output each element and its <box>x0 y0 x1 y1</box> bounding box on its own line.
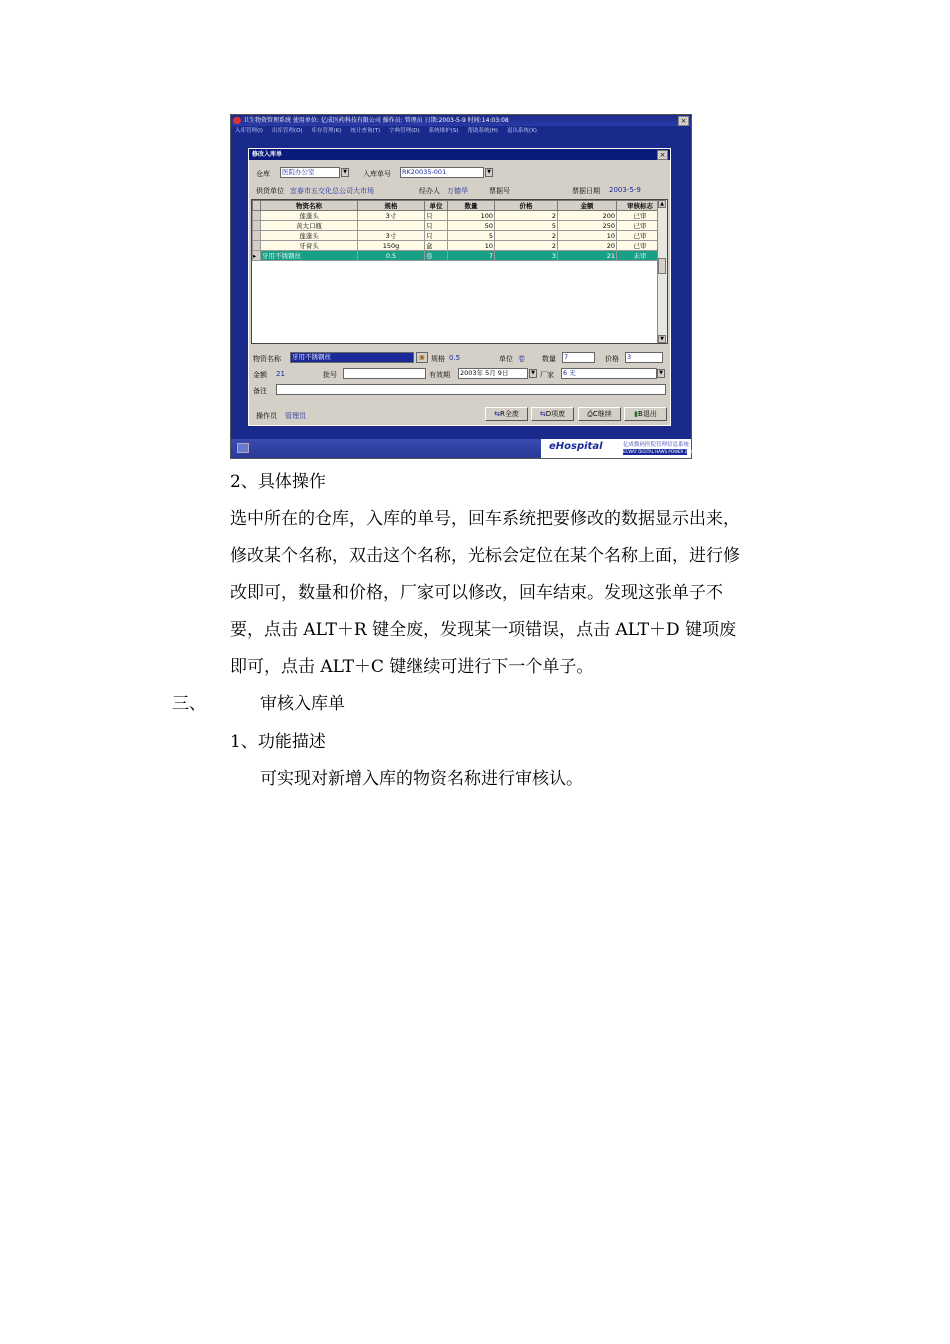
col-audit[interactable]: 审核标志 <box>617 201 664 211</box>
app-title-text: 卫生物资管理系统 使用单位: 亿成医药科技有限公司 操作员: 管理员 日期:2003-5-9 时间:14:03:08 <box>243 117 509 124</box>
cell-unit[interactable]: 只 <box>425 231 448 241</box>
warehouse-dropdown-icon[interactable]: ▼ <box>341 168 349 177</box>
cell-qty[interactable]: 5 <box>448 231 495 241</box>
cell-name[interactable]: 黄大口瓶 <box>261 221 358 231</box>
cell-qty[interactable]: 7 <box>448 251 495 261</box>
col-name[interactable]: 物资名称 <box>261 201 358 211</box>
para-line-2: 修改某个名称，双击这个名称，光标会定位在某个名称上面，进行修 <box>230 546 740 566</box>
embedded-screenshot <box>230 114 695 459</box>
app-logo-icon <box>233 117 241 124</box>
cell-audit[interactable]: 已审 <box>617 231 664 241</box>
cell-name[interactable]: 牙膏头 <box>261 241 358 251</box>
cell-audit[interactable]: 已审 <box>617 241 664 251</box>
cell-amount[interactable]: 20 <box>558 241 617 251</box>
warehouse-label: 仓库 <box>256 170 270 178</box>
qty-input[interactable]: 7 <box>562 352 595 363</box>
item-name-label: 物资名称 <box>253 355 281 363</box>
menu-item-outbound[interactable]: 出库管理(O) <box>271 128 303 134</box>
col-qty[interactable]: 数量 <box>448 201 495 211</box>
void-all-button[interactable]: ⇆R全废 <box>485 407 528 421</box>
cell-unit[interactable]: 卷 <box>425 251 448 261</box>
void-item-icon: ⇆ <box>539 410 546 418</box>
scroll-thumb[interactable] <box>658 258 666 274</box>
cell-amount[interactable]: 250 <box>558 221 617 231</box>
table-row[interactable] <box>253 241 664 251</box>
order-no-select[interactable]: RK20035-001 <box>400 167 484 178</box>
supplier-value: 宜春市五交化总公司大市场 <box>290 187 374 195</box>
invoice-date-value: 2003-5-9 <box>609 186 641 194</box>
step-heading: 2、具体操作 <box>230 472 326 492</box>
dialog-title: 修改入库单 <box>249 149 670 160</box>
cell-price[interactable]: 3 <box>495 251 558 261</box>
row-indicator <box>253 221 261 231</box>
lookup-folder-icon[interactable]: ▣ <box>416 352 428 363</box>
grid-corner <box>253 201 261 211</box>
cell-spec[interactable]: 3寸 <box>358 231 425 241</box>
supplier-label: 供货单位 <box>256 187 284 195</box>
row-indicator <box>253 211 261 221</box>
row-indicator <box>253 241 261 251</box>
section-title: 审核入库单 <box>260 694 345 714</box>
menu-item-inbound[interactable]: 入库管理(I) <box>235 128 263 134</box>
table-row[interactable] <box>253 211 664 221</box>
scroll-down-icon[interactable]: ▼ <box>658 335 666 343</box>
cell-unit[interactable]: 只 <box>425 221 448 231</box>
cell-qty[interactable]: 50 <box>448 221 495 231</box>
cell-amount[interactable]: 200 <box>558 211 617 221</box>
expiry-dropdown-icon[interactable]: ▼ <box>529 369 537 378</box>
cell-audit[interactable]: 已审 <box>617 221 664 231</box>
handler-value: 万德华 <box>447 187 468 195</box>
void-item-button[interactable]: ⇆D项废 <box>531 407 574 421</box>
amount-value: 21 <box>276 370 285 378</box>
unit-label: 单位 <box>499 355 513 363</box>
table-row[interactable] <box>253 231 664 241</box>
continue-button[interactable]: ⎙C继续 <box>578 407 621 421</box>
row-indicator-arrow-icon: ▸ <box>253 251 261 261</box>
cell-unit[interactable]: 只 <box>425 211 448 221</box>
col-spec[interactable]: 规格 <box>358 201 425 211</box>
note-label: 备注 <box>253 387 267 395</box>
func-heading: 1、功能描述 <box>230 732 326 752</box>
cell-price[interactable]: 2 <box>495 241 558 251</box>
cell-audit[interactable]: 未审 <box>617 251 664 261</box>
price-label: 价格 <box>605 355 619 363</box>
col-price[interactable]: 价格 <box>495 201 558 211</box>
unit-value[interactable]: 卷 <box>518 355 525 363</box>
col-amount[interactable]: 金额 <box>558 201 617 211</box>
app-title-bar <box>231 115 691 126</box>
operator-label: 操作员 <box>256 412 277 420</box>
status-icon <box>237 443 249 453</box>
invoice-date-label: 票据日期 <box>572 187 600 195</box>
qty-label: 数量 <box>542 355 556 363</box>
cell-price[interactable]: 5 <box>495 221 558 231</box>
menu-item-dict[interactable]: 字典管理(D) <box>389 128 420 134</box>
cell-price[interactable]: 2 <box>495 231 558 241</box>
para-line-3: 改即可，数量和价格，厂家可以修改，回车结束。发现这张单子不 <box>230 583 723 603</box>
cell-audit[interactable]: 已审 <box>617 211 664 221</box>
brand-logo: eHospital <box>549 441 603 452</box>
handler-label: 经办人 <box>419 187 440 195</box>
app-close-icon[interactable]: × <box>678 116 689 126</box>
edit-inbound-dialog <box>248 148 671 426</box>
items-table <box>252 200 664 261</box>
cell-price[interactable]: 2 <box>495 211 558 221</box>
operator-value: 管理员 <box>285 412 306 420</box>
app-status-bar <box>231 439 695 458</box>
printer-icon: ⎙ <box>587 410 593 418</box>
cell-name[interactable]: 牙用不锈钢丝 <box>261 251 358 261</box>
brand-panel <box>541 439 695 458</box>
cell-amount[interactable]: 21 <box>558 251 617 261</box>
app-menu-bar <box>231 126 691 136</box>
grid-header-row <box>253 201 664 211</box>
maker-label: 厂家 <box>540 371 554 379</box>
grid-scrollbar[interactable] <box>657 200 667 343</box>
cell-unit[interactable]: 盒 <box>425 241 448 251</box>
exit-door-icon: ▮ <box>634 410 639 418</box>
menu-item-stats[interactable]: 统计查询(T) <box>350 128 381 134</box>
brand-subtitle: ECWAY DIGITAL HAWS POWER 2000 <box>623 449 695 454</box>
note-input[interactable] <box>276 384 666 395</box>
amount-label: 金额 <box>253 371 267 379</box>
section-number: 三、 <box>172 694 206 714</box>
para-line-1: 选中所在的仓库，入库的单号，回车系统把要修改的数据显示出来， <box>230 509 740 529</box>
menu-item-system[interactable]: 系统维护(S) <box>428 128 459 134</box>
scroll-up-icon[interactable]: ▲ <box>658 200 666 208</box>
expiry-label: 有效期 <box>429 371 450 379</box>
expiry-date-picker[interactable]: 2003年 5月 9日 <box>458 368 528 379</box>
order-no-label: 入库单号 <box>363 170 391 178</box>
spec-label: 规格 <box>431 355 445 363</box>
cell-qty[interactable]: 10 <box>448 241 495 251</box>
order-no-dropdown-icon[interactable]: ▼ <box>485 168 493 177</box>
exit-button[interactable]: ▮B退出 <box>624 407 667 421</box>
menu-item-help[interactable]: 帮助系统(H) <box>467 128 498 134</box>
cell-amount[interactable]: 10 <box>558 231 617 241</box>
cell-spec[interactable]: 3寸 <box>358 211 425 221</box>
invoice-label: 票据号 <box>489 187 510 195</box>
row-indicator <box>253 231 261 241</box>
para-line-4: 要，点击 ALT＋R 键全废，发现某一项错误，点击 ALT＋D 键项废 <box>230 620 737 640</box>
batch-label: 批号 <box>323 371 337 379</box>
dialog-close-icon[interactable]: × <box>657 150 668 160</box>
price-input[interactable]: 3 <box>625 352 663 363</box>
warehouse-select[interactable]: 医院办公室 <box>280 167 340 178</box>
cell-name[interactable]: 莲蓬头 <box>261 211 358 221</box>
menu-item-exit[interactable]: 退出系统(X) <box>506 128 537 134</box>
spec-value[interactable]: 0.5 <box>449 354 461 362</box>
table-row-selected[interactable] <box>253 251 664 261</box>
col-unit[interactable]: 单位 <box>425 201 448 211</box>
table-row[interactable] <box>253 221 664 231</box>
maker-dropdown-icon[interactable]: ▼ <box>657 369 665 378</box>
item-name-input[interactable]: 牙用不锈钢丝 <box>290 352 414 363</box>
cell-spec[interactable]: 150g <box>358 241 425 251</box>
cell-spec[interactable] <box>358 221 425 231</box>
func-text: 可实现对新增入库的物资名称进行审核认。 <box>260 769 583 789</box>
batch-input[interactable] <box>343 368 426 379</box>
maker-select[interactable]: 6 无 <box>561 368 657 379</box>
brand-system-name: 亿成数码医院管理信息系统 <box>623 442 690 448</box>
cell-spec[interactable]: 0.5 <box>358 251 425 261</box>
cell-qty[interactable]: 100 <box>448 211 495 221</box>
para-line-5: 即可，点击 ALT＋C 键继续可进行下一个单子。 <box>230 657 594 677</box>
cell-name[interactable]: 莲蓬头 <box>261 231 358 241</box>
items-grid[interactable] <box>251 199 668 344</box>
void-all-icon: ⇆ <box>494 410 500 418</box>
menu-item-stock[interactable]: 库存管理(K) <box>311 128 342 134</box>
